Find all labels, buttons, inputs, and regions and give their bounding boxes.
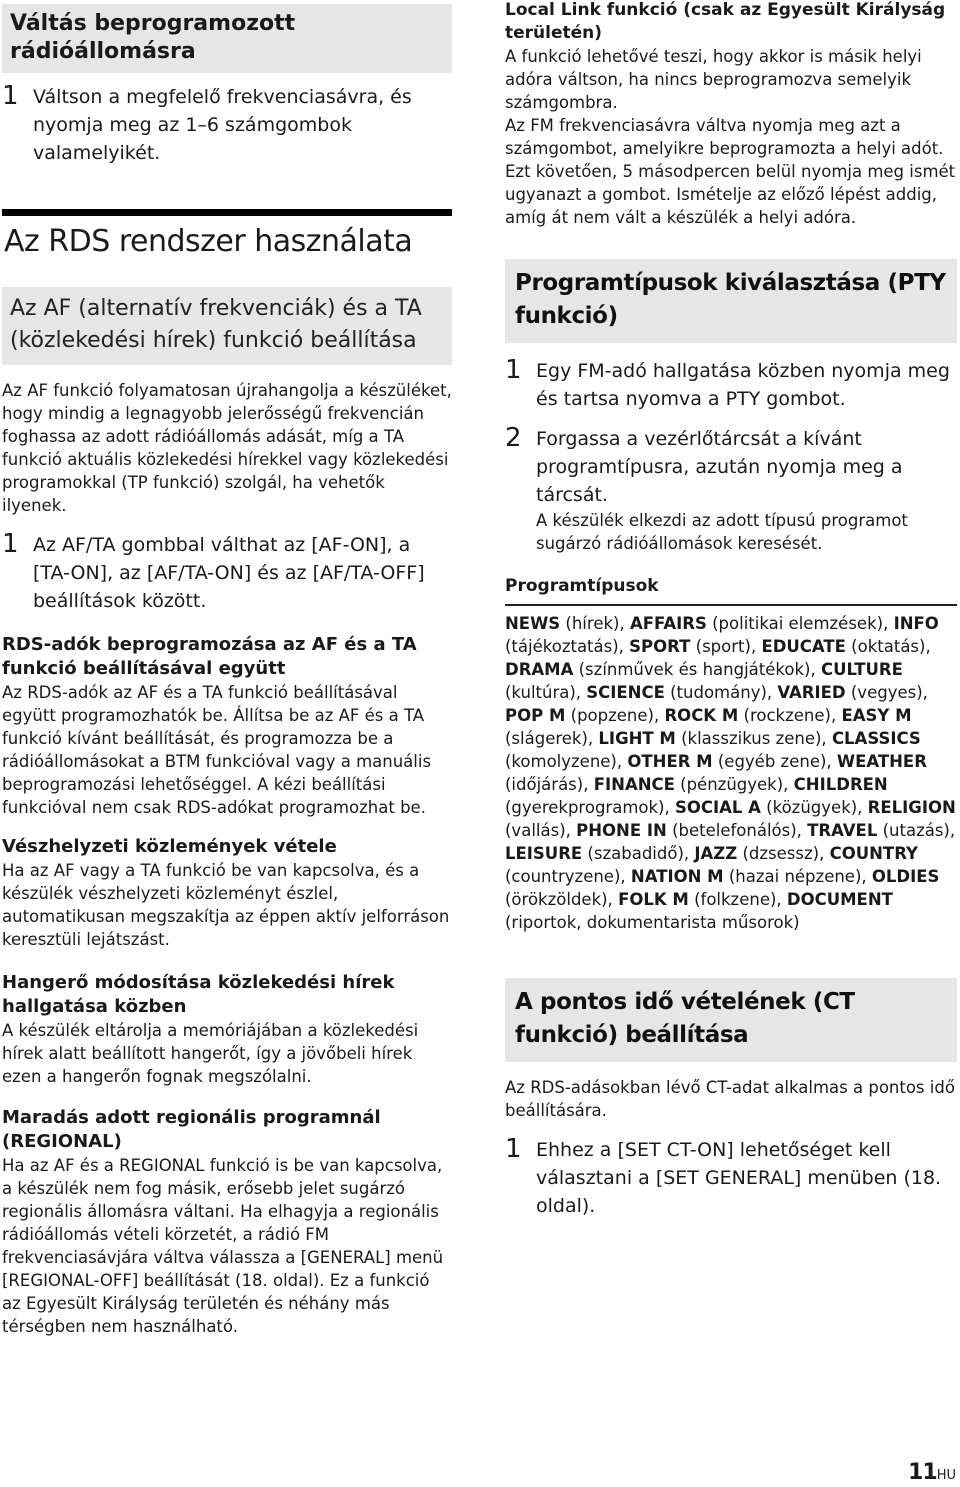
program-type-code: TRAVEL	[807, 821, 878, 840]
program-type-desc: (slágerek),	[505, 729, 599, 748]
step-text: Forgassa a vezérlőtárcsát a kívánt programtípusra, azután nyomja meg a tárcsát.	[536, 428, 903, 506]
step-number: 1	[2, 81, 19, 111]
program-type-code: EDUCATE	[761, 637, 846, 656]
af-ta-heading: Az AF (alternatív frekvenciák) és a TA (közlekedési hírek) funkció beállítása	[2, 287, 452, 365]
program-type-desc: (oktatás),	[845, 637, 931, 656]
program-type-desc: (egyéb zene),	[712, 752, 837, 771]
af-ta-step	[2, 531, 452, 615]
program-type-desc: (politikai elemzések),	[706, 614, 894, 633]
program-type-desc: (vallás),	[505, 821, 577, 840]
regional-body: Ha az AF és a REGIONAL funkció is be van kapcsolva, a készülék nem fog másik, erősebb jelet sugárzó regionális állomásra váltani. Ha elhagyja a regionális rádióállomás vételi körzetét, a rádió FM frekvenciasávjára váltva válassza a [GENERAL] menü [REGIONAL-OFF] beállítását (18. oldal). Ez a funkció az Egyesült Királyság területén és néhány más térségben nem használható.	[2, 1156, 444, 1336]
program-type-code: PHONE IN	[576, 821, 667, 840]
local-link-body-2: Az FM frekvenciasávra váltva nyomja meg azt a számgombot, amelyikre beprogramozta a helyi adót. Ezt követően, 5 másodpercen belül nyomja meg ismét ugyanazt a gombot. Ismételje az előző lépést addig, amíg át nem vált a készülék a helyi adóra.	[505, 116, 956, 227]
program-types-rule	[505, 604, 957, 606]
rds-preset-body: Az RDS-adók az AF és a TA funkció beállításával együtt programozhatók be. Állítsa be az AF és a TA funkció kívánt beállítását, és programozza be a rádióállomásokat a BTM funkcióval vagy a manuális beprogramozási lehetőséggel. A kézi beállítási funkcióval nem csak RDS-adókat programozhat be.	[2, 683, 432, 817]
select-preset-heading: Váltás beprogramozott rádióállomásra	[2, 4, 452, 73]
program-type-desc: (örökzöldek),	[505, 890, 619, 909]
select-preset-step	[2, 83, 452, 167]
program-type-code: NEWS	[505, 614, 561, 633]
page-number	[908, 1462, 956, 1487]
emergency-body: Ha az AF vagy a TA funkció be van kapcsolva, és a készülék vészhelyzeti közleményt észlel, automatikusan megszakítja az éppen aktív jelforráson keresztüli lejátszást.	[2, 861, 450, 949]
program-type-desc: (sport),	[690, 637, 762, 656]
program-type-code: JAZZ	[694, 844, 738, 863]
program-type-code: CHILDREN	[793, 775, 888, 794]
left-column	[2, 0, 452, 1338]
program-type-desc: (dzsessz),	[737, 844, 830, 863]
local-link-heading: Local Link funkció (csak az Egyesült Királyság területén)	[505, 0, 946, 43]
program-type-code: FINANCE	[593, 775, 675, 794]
program-type-desc: (gyerekprogramok),	[505, 798, 675, 817]
program-type-desc: (pénzügyek),	[674, 775, 794, 794]
program-type-desc: (betelefonálós),	[666, 821, 808, 840]
program-type-desc: (hírek),	[560, 614, 630, 633]
rds-preset-heading: RDS-adók beprogramozása az AF és a TA funkció beállításával együtt	[2, 634, 417, 679]
program-type-desc: (közügyek),	[760, 798, 868, 817]
program-type-code: SCIENCE	[586, 683, 665, 702]
program-type-code: FOLK M	[618, 890, 689, 909]
regional-heading: Maradás adott regionális programnál (REGIONAL)	[2, 1107, 381, 1152]
program-type-desc: (tudomány),	[664, 683, 778, 702]
ct-step	[505, 1136, 957, 1220]
program-type-code: COUNTRY	[829, 844, 918, 863]
program-types-list	[505, 612, 957, 934]
program-type-desc: (folkzene),	[688, 890, 787, 909]
pty-step-1	[505, 357, 957, 413]
program-type-desc: (vegyes),	[845, 683, 928, 702]
step-text: Egy FM-adó hallgatása közben nyomja meg és tartsa nyomva a PTY gombot.	[536, 360, 950, 410]
program-type-desc: (szabadidő),	[582, 844, 695, 863]
section-divider	[2, 209, 452, 216]
step-number: 1	[2, 529, 19, 559]
program-types-heading: Programtípusok	[505, 576, 659, 596]
program-type-desc: (riportok, dokumentarista műsorok)	[505, 913, 800, 932]
local-link-body-1: A funkció lehetővé teszi, hogy akkor is másik helyi adóra váltson, ha nincs beprogramozva semelyik számgombra.	[505, 47, 922, 112]
program-type-code: OLDIES	[871, 867, 940, 886]
rds-section-title: Az RDS rendszer használata	[4, 224, 413, 259]
program-type-code: SOCIAL A	[674, 798, 761, 817]
program-type-desc: (színművek és hangjátékok),	[573, 660, 821, 679]
program-type-code: CLASSICS	[831, 729, 921, 748]
program-type-code: CULTURE	[820, 660, 903, 679]
step-text: Ehhez a [SET CT-ON] lehetőséget kell választani a [SET GENERAL] menüben (18. oldal).	[536, 1139, 942, 1217]
ct-body: Az RDS-adásokban lévő CT-adat alkalmas a pontos idő beállítására.	[505, 1078, 955, 1120]
program-type-code: LEISURE	[505, 844, 583, 863]
program-type-desc: (komolyzene),	[505, 752, 628, 771]
program-type-desc: (utazás),	[877, 821, 956, 840]
volume-heading: Hangerő módosítása közlekedési hírek hallgatása közben	[2, 972, 395, 1017]
program-type-desc: (időjárás),	[505, 775, 594, 794]
program-type-code: EASY M	[841, 706, 912, 725]
program-type-desc: (hazai népzene),	[723, 867, 872, 886]
program-type-code: INFO	[893, 614, 939, 633]
volume-body: A készülék eltárolja a memóriájában a közlekedési hírek alatt beállított hangerőt, így a jövőbeli hírek ezen a hangerőn fognak megszólalni.	[2, 1021, 419, 1086]
program-type-code: NATION M	[630, 867, 724, 886]
program-type-desc: (popzene),	[565, 706, 665, 725]
step-number: 1	[505, 355, 522, 385]
step-text: Az AF/TA gombbal válthat az [AF-ON], a [TA-ON], az [AF/TA-ON] és az [AF/TA-OFF] beállítások között.	[33, 534, 425, 612]
pty-step-2	[505, 425, 957, 555]
program-type-code: LIGHT M	[598, 729, 676, 748]
program-type-code: SPORT	[629, 637, 691, 656]
right-column	[505, 0, 957, 1220]
program-type-code: WEATHER	[836, 752, 927, 771]
step-number: 1	[505, 1134, 522, 1164]
program-type-desc: (countryzene),	[505, 867, 631, 886]
program-type-code: AFFAIRS	[629, 614, 707, 633]
program-type-code: RELIGION	[867, 798, 956, 817]
program-type-code: OTHER M	[627, 752, 713, 771]
program-type-code: ROCK M	[664, 706, 739, 725]
page-number-value: 11	[908, 1460, 937, 1485]
emergency-heading: Vészhelyzeti közlemények vétele	[2, 836, 337, 857]
page-language: HU	[936, 1468, 956, 1483]
program-type-desc: (rockzene),	[738, 706, 842, 725]
ct-heading: A pontos idő vételének (CT funkció) beállítása	[505, 978, 957, 1062]
program-type-code: POP M	[505, 706, 566, 725]
step-text: Váltson a megfelelő frekvenciasávra, és nyomja meg az 1–6 számgombok valamelyikét.	[33, 86, 412, 164]
step-note: A készülék elkezdi az adott típusú programot sugárzó rádióállomások keresését.	[536, 511, 908, 553]
program-type-code: VARIED	[777, 683, 846, 702]
step-number: 2	[505, 423, 522, 453]
program-type-desc: (kultúra),	[505, 683, 587, 702]
program-type-code: DOCUMENT	[786, 890, 893, 909]
pty-heading: Programtípusok kiválasztása (PTY funkció)	[505, 259, 957, 343]
program-type-desc: (klasszikus zene),	[675, 729, 832, 748]
program-type-code: DRAMA	[505, 660, 574, 679]
af-ta-body: Az AF funkció folyamatosan újrahangolja a készüléket, hogy mindig a legnagyobb jelerősségű frekvencián foghassa az adott rádióállomás adását, míg a TA funkció aktuális közlekedési hírekkel vagy közlekedési programokkal (TP funkció) szolgál, ha vehetők ilyenek.	[2, 381, 452, 515]
program-type-desc: (tájékoztatás),	[505, 637, 630, 656]
